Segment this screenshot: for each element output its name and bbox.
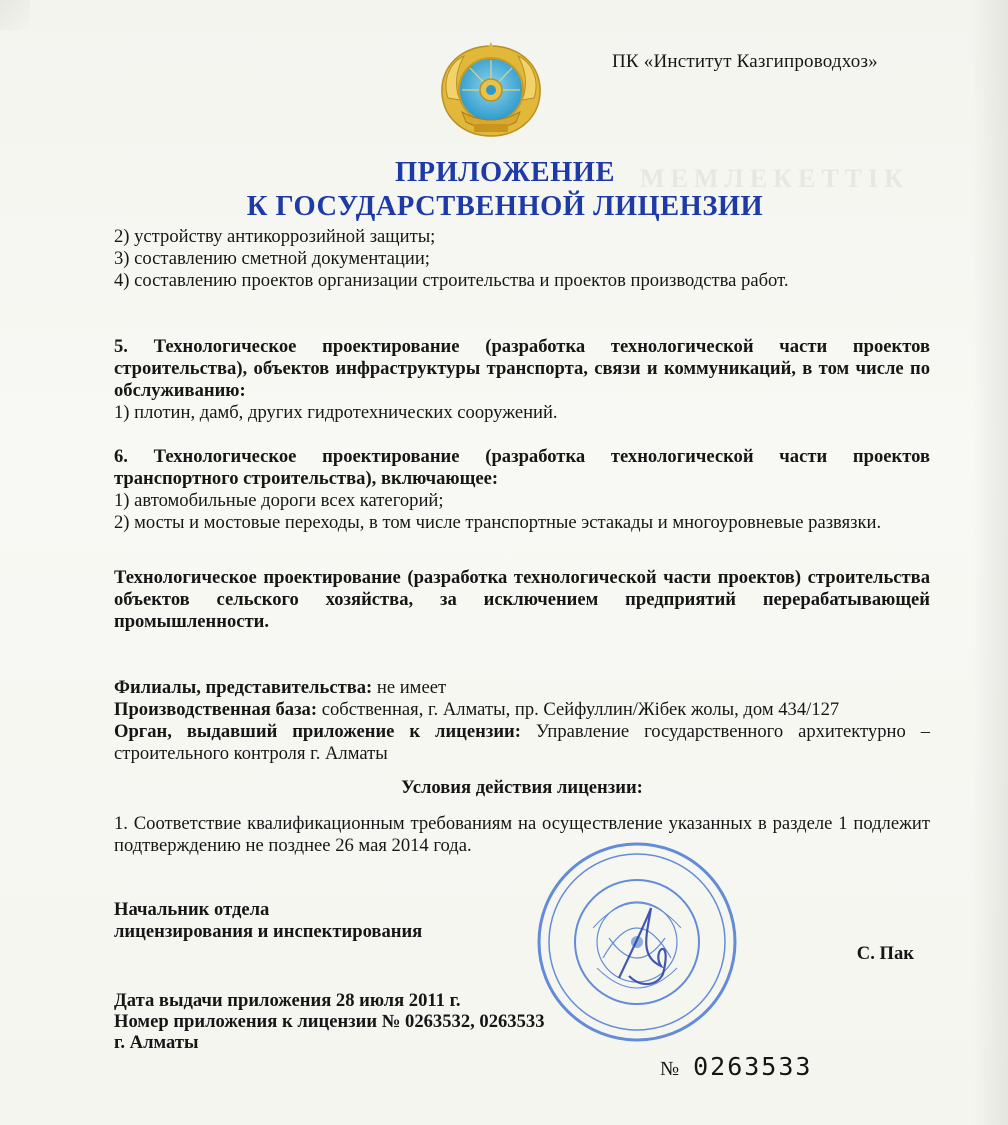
page-title bbox=[160, 156, 850, 224]
section-6-heading: 6. Технологическое проектирование (разработка технологической части проектов транспортного строительства), включающее: bbox=[114, 446, 930, 489]
issue-date: Дата выдачи приложения 28 июля 2011 г. bbox=[114, 990, 461, 1011]
signer-name: С. Пак bbox=[856, 943, 914, 964]
list-item: 4) составлению проектов организации строительства и проектов производства работ. bbox=[114, 270, 789, 291]
serial-value: 0263533 bbox=[693, 1052, 813, 1081]
signature-block bbox=[114, 899, 914, 964]
conditions-heading: Условия действия лицензии: bbox=[401, 777, 643, 798]
footer-block bbox=[114, 990, 914, 1053]
serial-number bbox=[660, 1052, 812, 1081]
conditions-text: 1. Соответствие квалификационным требованиям на осуществление указанных в разделе 1 подлежит подтверждению не позднее 26 мая 2014 года. bbox=[114, 813, 930, 856]
list-item: 1) автомобильные дороги всех категорий; bbox=[114, 490, 444, 511]
bleed-through-text: МЕМЛЕКЕТТІК bbox=[640, 164, 909, 193]
branches-value: не имеет bbox=[372, 677, 447, 698]
paper-corner bbox=[0, 0, 30, 30]
issue-city: г. Алматы bbox=[114, 1032, 199, 1053]
signer-position-line-2: лицензирования и инспектирования bbox=[114, 921, 423, 942]
base-line bbox=[114, 699, 930, 721]
section-7-heading: Технологическое проектирование (разработка технологической части проектов) строительства объектов сельского хозяйства, за исключением предприятий перерабатывающей промышленности. bbox=[114, 567, 930, 632]
kazakhstan-state-emblem-icon bbox=[432, 40, 550, 144]
signer-position-line-1: Начальник отдела bbox=[114, 899, 270, 920]
title-line-1: ПРИЛОЖЕНИЕ bbox=[395, 157, 615, 188]
list-item: 3) составлению сметной документации; bbox=[114, 248, 430, 269]
branches-line bbox=[114, 677, 930, 699]
base-value: собственная, г. Алматы, пр. Сейфуллин/Жібек жолы, дом 434/127 bbox=[317, 699, 840, 720]
organization-name: ПК «Институт Казгипроводхоз» bbox=[612, 51, 878, 72]
list-item: 1) плотин, дамб, других гидротехнических сооружений. bbox=[114, 402, 558, 423]
section-5-heading: 5. Технологическое проектирование (разработка технологической части проектов строительства), объектов инфраструктуры транспорта, связи и коммуникаций, в том числе по обслуживанию: bbox=[114, 336, 930, 401]
issuer-label: Орган, выдавший приложение к лицензии: bbox=[114, 721, 521, 742]
paper-edge-shadow bbox=[972, 0, 1008, 1125]
title-line-2: К ГОСУДАРСТВЕННОЙ ЛИЦЕНЗИИ bbox=[246, 191, 764, 222]
license-number: Номер приложения к лицензии № 0263532, 0263533 bbox=[114, 1011, 545, 1032]
number-sign: № bbox=[660, 1058, 680, 1080]
branches-label: Филиалы, представительства: bbox=[114, 677, 373, 698]
issuer-line bbox=[114, 721, 930, 765]
base-label: Производственная база: bbox=[114, 699, 318, 720]
document-body bbox=[114, 226, 930, 857]
issuer-value: Управление государственного архитектурно – строительного контроля г. Алматы bbox=[114, 721, 930, 764]
list-item: 2) мосты и мостовые переходы, в том числе транспортные эстакады и многоуровневые развязки. bbox=[114, 512, 882, 533]
list-item: 2) устройству антикоррозийной защиты; bbox=[114, 226, 436, 247]
